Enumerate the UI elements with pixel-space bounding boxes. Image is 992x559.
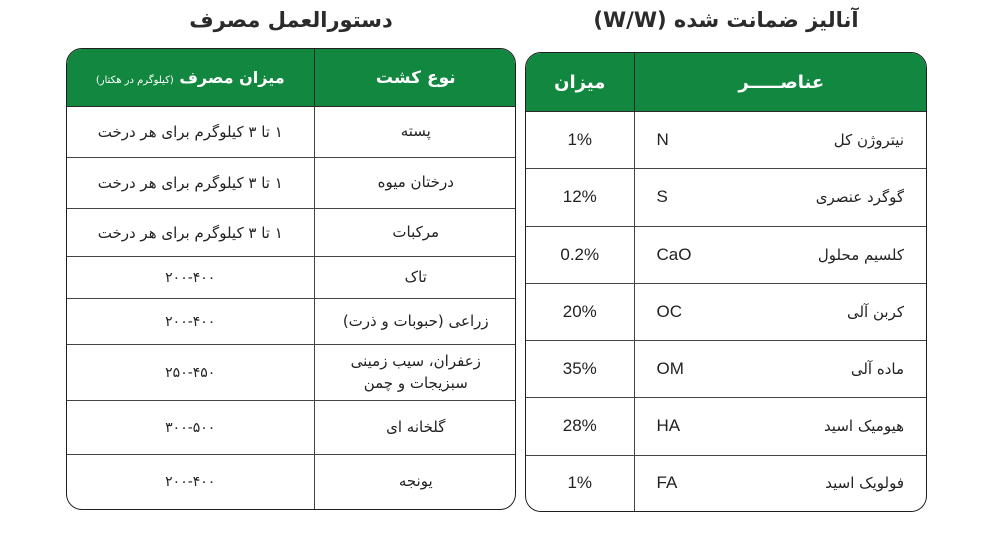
usage-header-amount-label: میزان مصرف [179, 68, 285, 88]
table-row [526, 398, 927, 455]
usage-header-amount [67, 49, 314, 107]
analysis-header-amount: میزان [526, 53, 634, 112]
usage-crop: پسته [314, 107, 516, 158]
analysis-value: 1% [526, 112, 634, 169]
analysis-symbol: HA [634, 398, 734, 455]
analysis-label: گوگرد عنصری [734, 169, 927, 226]
analysis-value: 20% [526, 283, 634, 340]
analysis-value: 35% [526, 341, 634, 398]
analysis-symbol: FA [656, 473, 678, 493]
analysis-symbol: OC [634, 283, 734, 340]
usage-amount: ۲۰۰-۴۰۰ [67, 257, 314, 299]
analysis-symbol: CaO [634, 226, 734, 283]
table-row [526, 112, 927, 169]
analysis-label: کربن آلی [734, 283, 927, 340]
usage-amount: ۱ تا ۳ کیلوگرم برای هر درخت [67, 209, 314, 257]
usage-amount: ۱ تا ۳ کیلوگرم برای هر درخت [67, 158, 314, 209]
table-row [526, 169, 927, 226]
table-row [526, 226, 927, 283]
analysis-label: ماده آلی [734, 341, 927, 398]
usage-header-crop: نوع کشت [314, 49, 516, 107]
analysis-value: 28% [526, 398, 634, 455]
usage-crop: زراعی (حبوبات و ذرت) [314, 299, 516, 345]
usage-crop: تاک [314, 257, 516, 299]
usage-crop-line2: سبزیجات و چمن [363, 373, 468, 392]
table-row [67, 257, 516, 299]
usage-guide-title: دستورالعمل مصرف [189, 8, 393, 32]
table-row [67, 299, 516, 345]
usage-amount: ۲۰۰-۴۰۰ [67, 455, 314, 509]
usage-crop: گلخانه ای [314, 401, 516, 455]
analysis-symbol: S [634, 169, 734, 226]
usage-crop [314, 345, 516, 401]
analysis-symbol: OM [634, 341, 734, 398]
usage-amount: ۲۰۰-۴۰۰ [67, 299, 314, 345]
analysis-label: هیومیک اسید [734, 398, 927, 455]
usage-header-amount-unit: (کیلوگرم در هکتار) [95, 75, 174, 87]
analysis-header-row [526, 53, 927, 112]
analysis-value: 0.2% [526, 226, 634, 283]
usage-amount: ۳۰۰-۵۰۰ [67, 401, 314, 455]
usage-guide-table [66, 48, 516, 510]
usage-crop: درختان میوه [314, 158, 516, 209]
analysis-label: کلسیم محلول [734, 226, 927, 283]
table-row [67, 401, 516, 455]
usage-header-row [67, 49, 516, 107]
table-row [67, 345, 516, 401]
table-row [67, 107, 516, 158]
analysis-value: 12% [526, 169, 634, 226]
analysis-label: فولویک اسید [825, 474, 905, 493]
usage-crop: یونجه [398, 472, 433, 491]
table-row [526, 283, 927, 340]
usage-crop: مرکبات [314, 209, 516, 257]
analysis-symbol: N [634, 112, 734, 169]
table-row [67, 158, 516, 209]
table-row [67, 209, 516, 257]
analysis-title: آنالیز ضمانت شده (W/W) [593, 8, 859, 32]
analysis-label: نیتروژن کل [734, 112, 927, 169]
table-row [67, 455, 516, 509]
analysis-table [525, 52, 927, 512]
table-row [526, 341, 927, 398]
analysis-value: 1% [526, 455, 634, 511]
usage-amount: ۱ تا ۳ کیلوگرم برای هر درخت [67, 107, 314, 158]
usage-amount: ۲۵۰-۴۵۰ [67, 345, 314, 401]
analysis-header-elements: عناصـــــر [634, 53, 927, 112]
usage-crop-line1: زعفران، سیب زمینی [350, 352, 481, 371]
table-row [526, 455, 927, 511]
